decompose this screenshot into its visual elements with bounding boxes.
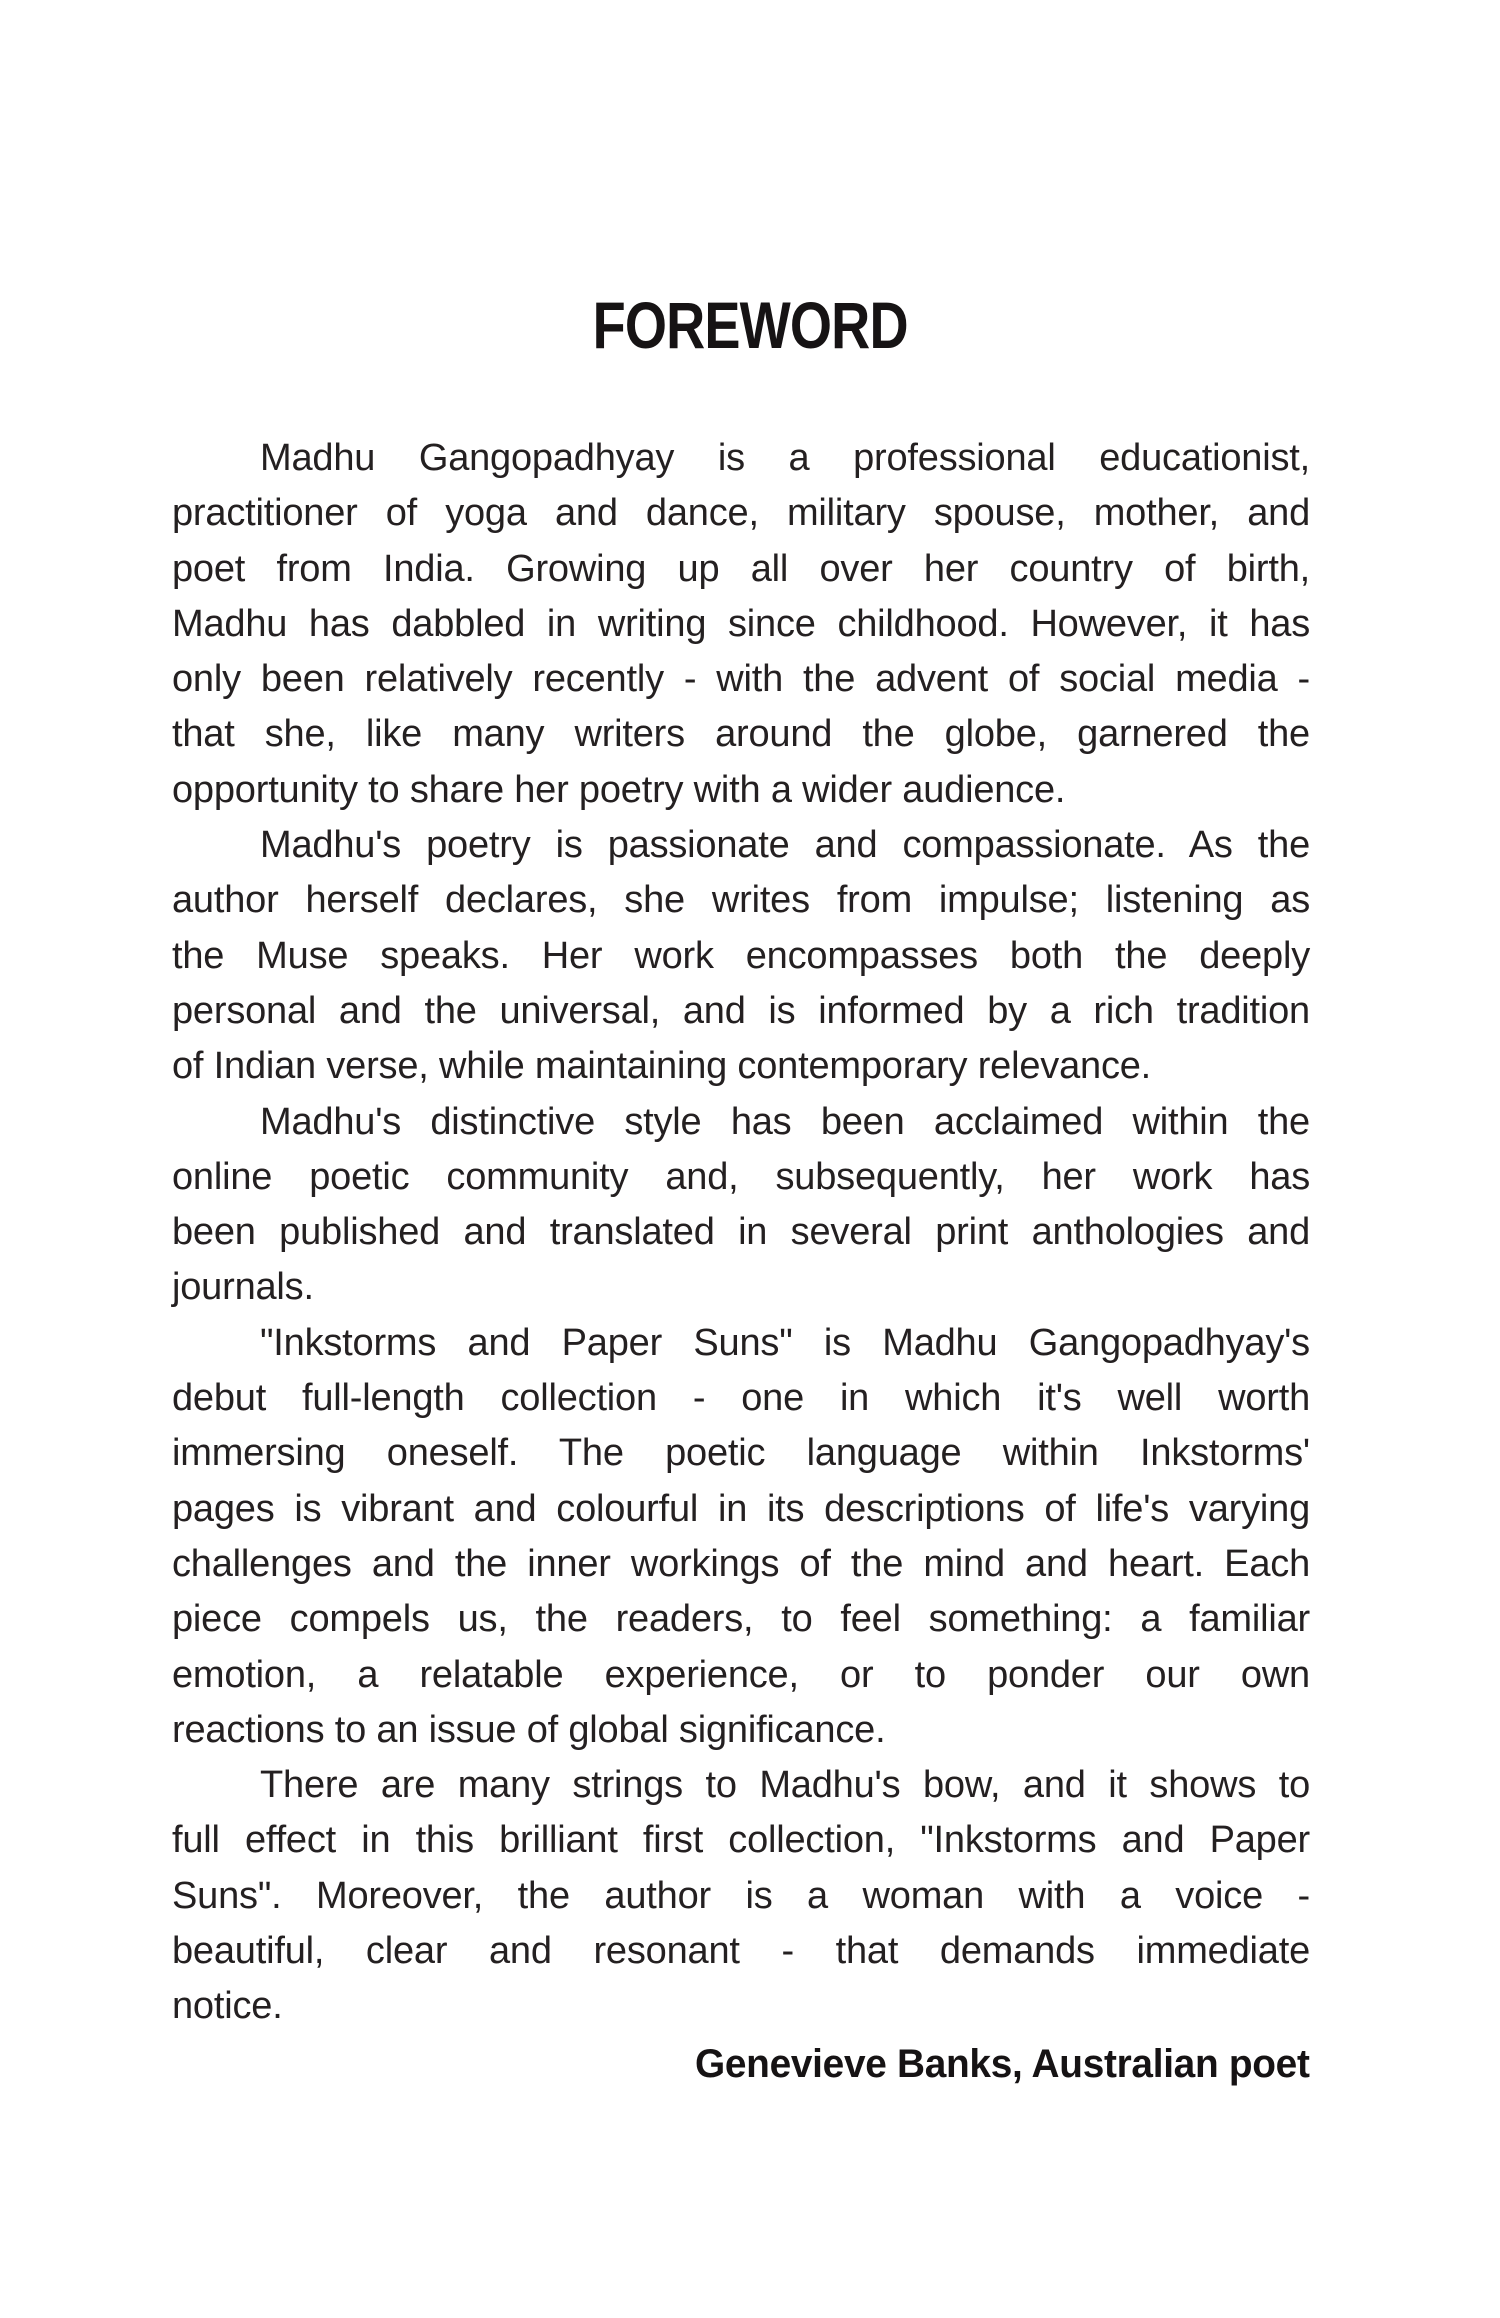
text-line: of Indian verse, while maintaining contemporary relevance. [172, 1045, 1152, 1088]
foreword-paragraph [172, 1316, 1310, 1758]
text-line: challenges and the inner workings of the mind and heart. Each [172, 1542, 1310, 1585]
text-line: Madhu has dabbled in writing since childhood. However, it has [172, 602, 1310, 645]
text-line: reactions to an issue of global significance. [172, 1708, 886, 1751]
signature-line [172, 2037, 1310, 2093]
text-line: Madhu's distinctive style has been acclaimed within the [260, 1100, 1310, 1143]
foreword-paragraph [172, 431, 1310, 818]
text-line: immersing oneself. The poetic language within Inkstorms' [172, 1432, 1310, 1475]
foreword-paragraph [172, 1095, 1310, 1316]
text-line: debut full-length collection - one in which it's well worth [172, 1377, 1310, 1420]
text-line: "Inkstorms and Paper Suns" is Madhu Gangopadhyay's [260, 1321, 1310, 1364]
foreword-paragraph [172, 1758, 1310, 2034]
signature-text: Genevieve Banks, Australian poet [695, 2041, 1310, 2086]
text-line: journals. [172, 1266, 314, 1309]
text-line: emotion, a relatable experience, or to ponder our own [172, 1653, 1310, 1696]
text-line: practitioner of yoga and dance, military spouse, mother, and [172, 492, 1310, 535]
page-title-wrap [0, 288, 1500, 377]
text-line: pages is vibrant and colourful in its descriptions of life's varying [172, 1487, 1310, 1530]
text-line: author herself declares, she writes from impulse; listening as [172, 879, 1310, 922]
text-line: online poetic community and, subsequently, her work has [172, 1155, 1310, 1198]
foreword-body [172, 431, 1310, 2035]
text-line: Suns". Moreover, the author is a woman with a voice - [172, 1874, 1310, 1917]
page-title: FOREWORD [592, 288, 908, 362]
text-line: Madhu's poetry is passionate and compassionate. As the [260, 824, 1310, 867]
text-line: been published and translated in several print anthologies and [172, 1211, 1310, 1254]
text-line: notice. [172, 1985, 283, 2028]
text-line: beautiful, clear and resonant - that demands immediate [172, 1930, 1310, 1973]
text-line: the Muse speaks. Her work encompasses both the deeply [172, 934, 1310, 977]
text-line: full effect in this brilliant first collection, "Inkstorms and Paper [172, 1819, 1310, 1862]
text-line: piece compels us, the readers, to feel something: a familiar [172, 1598, 1310, 1641]
text-line: that she, like many writers around the globe, garnered the [172, 713, 1310, 756]
foreword-content [172, 431, 1310, 2093]
text-line: Madhu Gangopadhyay is a professional educationist, [260, 437, 1310, 479]
text-line: opportunity to share her poetry with a wider audience. [172, 768, 1066, 811]
text-line: only been relatively recently - with the advent of social media - [172, 658, 1310, 701]
text-line: personal and the universal, and is informed by a rich tradition [172, 989, 1310, 1032]
foreword-paragraph [172, 818, 1310, 1094]
text-line: There are many strings to Madhu's bow, and it shows to [260, 1764, 1310, 1807]
text-line: poet from India. Growing up all over her country of birth, [172, 547, 1310, 590]
